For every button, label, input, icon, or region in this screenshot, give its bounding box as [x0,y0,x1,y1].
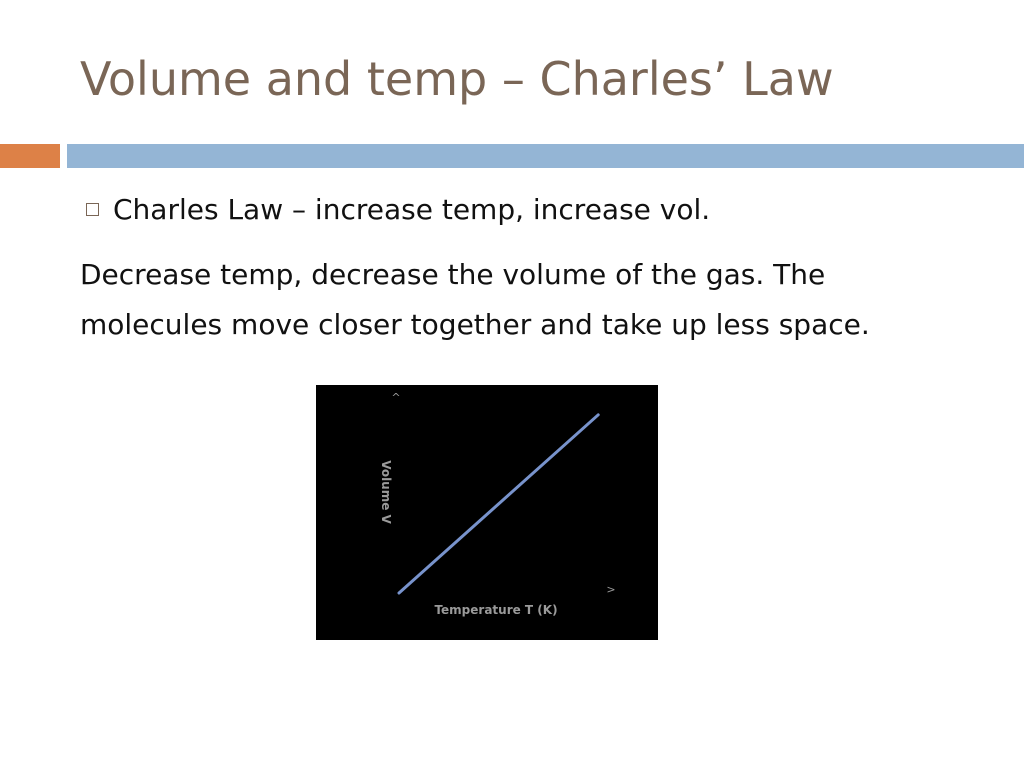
chart-svg [316,385,658,640]
y-axis-arrow-label: ^ [391,391,401,404]
hollow-square-bullet-icon [86,203,99,216]
y-axis-label: Volume V [379,460,393,524]
bullet-text: Charles Law – increase temp, increase vol. [113,193,711,226]
x-axis-label: Temperature T (K) [434,603,558,617]
title-rule-bar [67,144,1024,168]
body-paragraph: Decrease temp, decrease the volume of the gas. The molecules move closer together and take up less space. [80,258,870,341]
bullet-item [80,193,980,226]
charles-law-chart [316,385,658,640]
slide-title: Volume and temp – Charles’ Law [80,52,834,106]
accent-bar [0,144,60,168]
x-axis-arrow-label: > [606,583,616,596]
